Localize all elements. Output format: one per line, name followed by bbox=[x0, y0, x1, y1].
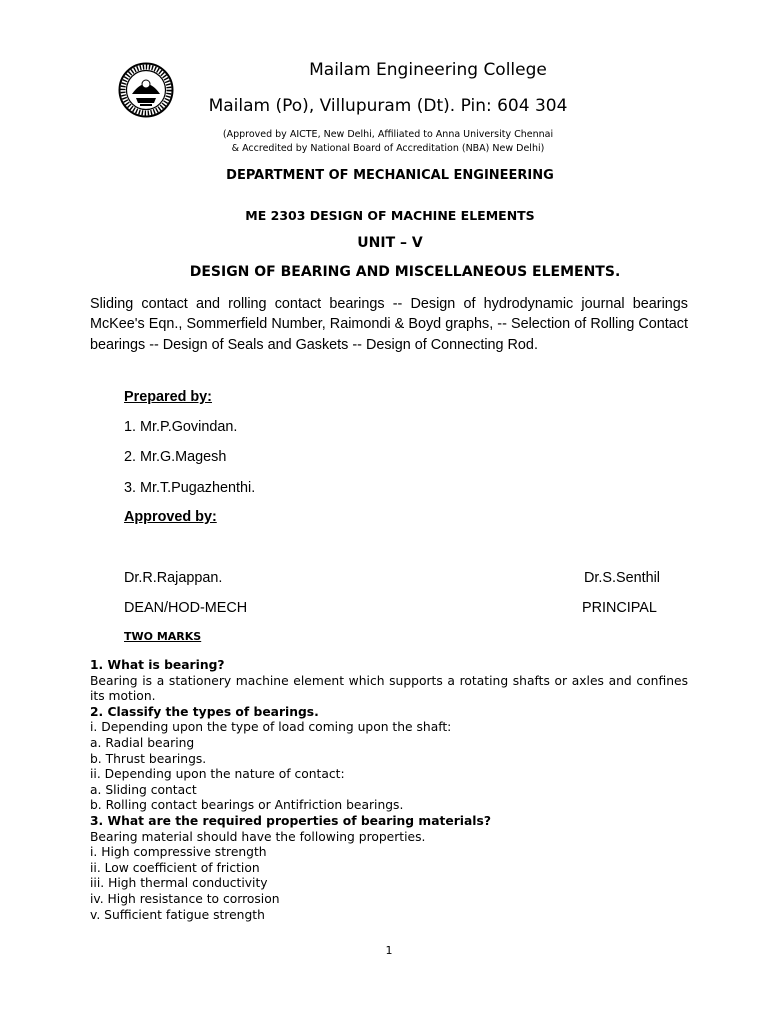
approver-left-name: Dr.R.Rajappan. bbox=[124, 570, 223, 586]
answer-line: i. Depending upon the type of load coming upon the shaft: bbox=[90, 720, 452, 735]
college-address: Mailam (Po), Villupuram (Dt). Pin: 604 304 bbox=[208, 96, 568, 116]
approval-line-2: & Accredited by National Board of Accreditation (NBA) New Delhi) bbox=[231, 143, 545, 154]
prepared-by-heading: Prepared by: bbox=[124, 389, 212, 405]
question: 3. What are the required properties of bearing materials? bbox=[90, 813, 491, 828]
preparer-name: 2. Mr.G.Magesh bbox=[124, 449, 227, 465]
approval-line-1: (Approved by AICTE, New Delhi, Affiliated to Anna University Chennai bbox=[222, 129, 554, 140]
approved-by-heading: Approved by: bbox=[124, 509, 217, 525]
preparer-name: 3. Mr.T.Pugazhenthi. bbox=[124, 480, 256, 496]
unit-title: DESIGN OF BEARING AND MISCELLANEOUS ELEMENTS. bbox=[189, 264, 621, 280]
question: 1. What is bearing? bbox=[90, 658, 225, 672]
section-heading: TWO MARKS bbox=[124, 630, 202, 643]
answer-line: ii. Depending upon the nature of contact: bbox=[90, 767, 345, 782]
unit-number: UNIT – V bbox=[357, 235, 423, 251]
question-answer-block bbox=[90, 658, 688, 923]
preparer-name: 1. Mr.P.Govindan. bbox=[124, 419, 238, 435]
college-name: Mailam Engineering College bbox=[309, 60, 547, 80]
course-title: ME 2303 DESIGN OF MACHINE ELEMENTS bbox=[245, 208, 535, 223]
answer-line: Bearing material should have the following properties. bbox=[90, 829, 426, 844]
answer-line: a. Sliding contact bbox=[90, 782, 197, 797]
answer-line: b. Thrust bearings. bbox=[90, 751, 207, 766]
answer-line: i. High compressive strength bbox=[90, 845, 267, 860]
answer: Bearing is a stationery machine element which supports a rotating shafts or axles and confines its motion. bbox=[90, 673, 688, 704]
approver-right-title: PRINCIPAL bbox=[582, 600, 657, 616]
department-heading: DEPARTMENT OF MECHANICAL ENGINEERING bbox=[226, 168, 554, 183]
approver-right-name: Dr.S.Senthil bbox=[584, 570, 660, 586]
answer-line: ii. Low coefficient of friction bbox=[90, 860, 260, 875]
approval-note bbox=[178, 128, 598, 156]
answer-line: v. Sufficient fatigue strength bbox=[90, 907, 265, 922]
approver-left-title: DEAN/HOD-MECH bbox=[124, 600, 248, 616]
question: 2. Classify the types of bearings. bbox=[90, 704, 319, 719]
syllabus-paragraph: Sliding contact and rolling contact bearings -- Design of hydrodynamic journal bearings McKee's Eqn., Sommerfield Number, Raimondi & Boyd graphs, -- Selection of Rolling Contact bearings -- Design of Seals and Gaskets -- Design of Connecting Rod. bbox=[90, 296, 688, 353]
page-number: 1 bbox=[385, 944, 393, 957]
answer-line: b. Rolling contact bearings or Antifriction bearings. bbox=[90, 798, 404, 813]
college-logo-icon bbox=[118, 62, 174, 118]
answer-line: iv. High resistance to corrosion bbox=[90, 891, 280, 906]
answer-line: iii. High thermal conductivity bbox=[90, 876, 268, 891]
answer-line: a. Radial bearing bbox=[90, 735, 195, 750]
